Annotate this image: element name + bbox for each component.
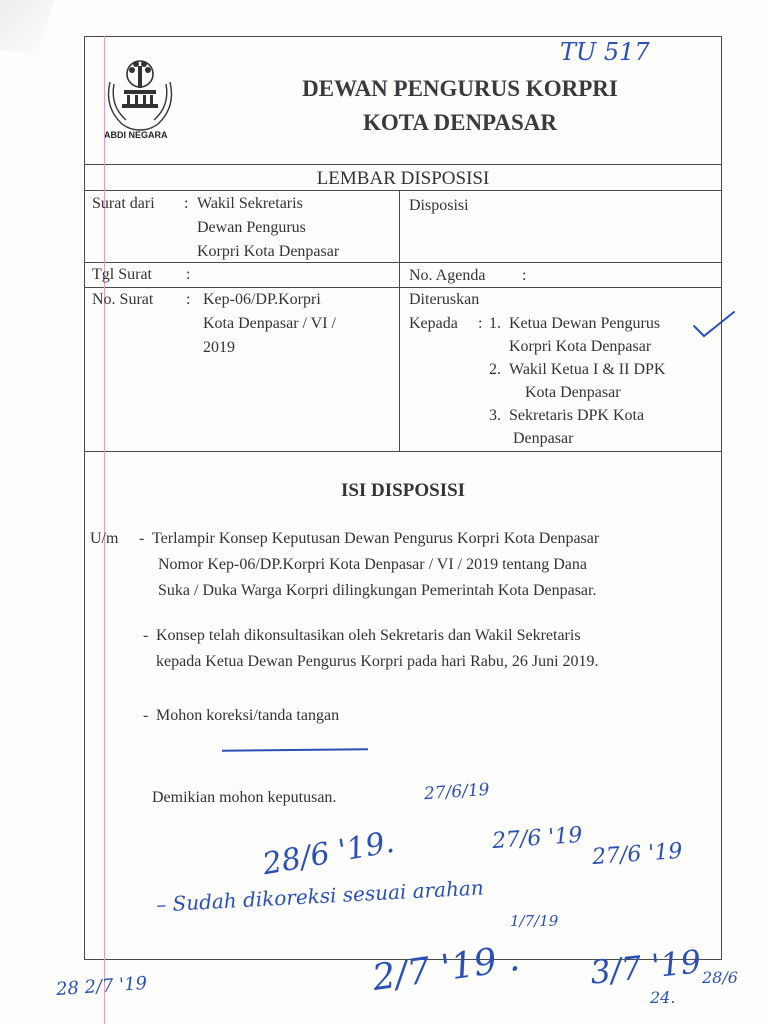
divider bbox=[84, 451, 722, 452]
handwritten-signature: 2/7 '19 . bbox=[369, 937, 523, 1000]
no-surat-line2: Kota Denpasar / VI / bbox=[203, 315, 336, 332]
org-line1: DEWAN PENGURUS KORPRI bbox=[302, 76, 618, 101]
handwritten-code: TU 517 bbox=[560, 38, 650, 66]
check-mark-icon bbox=[692, 308, 736, 342]
recipient-2-line1: Wakil Ketua I & II DPK bbox=[509, 361, 666, 378]
surat-dari-label: Surat dari bbox=[92, 195, 155, 212]
handwritten-signature: 27/6 '19 bbox=[491, 822, 584, 855]
handwritten-note: – Sudah dikoreksi sesuai arahan bbox=[155, 875, 485, 917]
item3: Mohon koreksi/tanda tangan bbox=[156, 707, 340, 724]
handwritten-signature: 27/6 '19 bbox=[591, 838, 684, 871]
closing: Demikian mohon keputusan. bbox=[152, 789, 337, 806]
item1-line2: Nomor Kep-06/DP.Korpri Kota Denpasar / VI / 2019 tentang Dana bbox=[158, 556, 587, 573]
disposisi-label: Disposisi bbox=[409, 197, 469, 214]
item2-line1: Konsep telah dikonsultasikan oleh Sekretaris dan Wakil Sekretaris bbox=[156, 627, 581, 644]
surat-dari-line1: Wakil Sekretaris bbox=[197, 195, 303, 212]
logo-text: ABDI NEGARA bbox=[104, 130, 168, 140]
handwritten-date: 1/7/19 bbox=[510, 912, 559, 930]
bullet-dash: - bbox=[143, 627, 149, 644]
kepada-label: Kepada bbox=[409, 315, 458, 332]
no-agenda-label: No. Agenda bbox=[409, 267, 486, 284]
item1-line3: Suka / Duka Warga Korpri dilingkungan Pemerintah Kota Denpasar. bbox=[158, 582, 597, 599]
um-label: U/m bbox=[90, 530, 119, 547]
handwritten-signature: 3/7 '19 bbox=[588, 942, 703, 992]
org-line2: KOTA DENPASAR bbox=[362, 110, 558, 135]
no-surat-label: No. Surat bbox=[92, 291, 154, 308]
no-surat-line1: Kep-06/DP.Korpri bbox=[203, 291, 321, 308]
bullet-dash: - bbox=[143, 707, 149, 724]
colon: : bbox=[478, 315, 483, 332]
recipient-1-line1: Ketua Dewan Pengurus bbox=[509, 315, 661, 332]
colon: : bbox=[186, 291, 191, 308]
column-divider bbox=[399, 190, 400, 451]
divider bbox=[84, 287, 722, 288]
handwritten-date: 24. bbox=[650, 988, 676, 1007]
isi-title: ISI DISPOSISI bbox=[340, 480, 466, 501]
recipient-1-num: 1. bbox=[489, 315, 501, 332]
handwritten-date: 28/6 bbox=[702, 968, 738, 987]
surat-dari-line2: Dewan Pengurus bbox=[197, 219, 306, 236]
handwritten-signature: 28/6 '19. bbox=[259, 824, 397, 883]
recipient-3-num: 3. bbox=[489, 407, 501, 424]
no-surat-line3: 2019 bbox=[203, 339, 235, 356]
item2-line2: kepada Ketua Dewan Pengurus Korpri pada hari Rabu, 26 Juni 2019. bbox=[156, 653, 599, 670]
recipient-3-line1: Sekretaris DPK Kota bbox=[509, 407, 645, 424]
recipient-2-num: 2. bbox=[489, 361, 501, 378]
divider bbox=[84, 164, 722, 165]
handwritten-date: 27/6/19 bbox=[423, 779, 491, 805]
form-title: LEMBAR DISPOSISI bbox=[316, 168, 490, 189]
page-corner-fold bbox=[0, 0, 54, 56]
colon: : bbox=[186, 266, 191, 283]
recipient-3-line2: Denpasar bbox=[513, 430, 574, 447]
recipient-2-line2: Kota Denpasar bbox=[525, 384, 621, 401]
recipient-1-line2: Korpri Kota Denpasar bbox=[509, 338, 652, 355]
divider bbox=[84, 262, 722, 263]
handwritten-date: 28 2/7 '19 bbox=[55, 972, 148, 1001]
divider bbox=[84, 190, 722, 191]
surat-dari-line3: Korpri Kota Denpasar bbox=[197, 243, 340, 260]
colon: : bbox=[522, 267, 527, 284]
item1-line1: Terlampir Konsep Keputusan Dewan Pengurus Korpri Kota Denpasar bbox=[152, 530, 600, 547]
colon: : bbox=[184, 195, 189, 212]
tgl-surat-label: Tgl Surat bbox=[92, 266, 152, 283]
bullet-dash: - bbox=[139, 530, 145, 547]
diteruskan-label: Diteruskan bbox=[409, 291, 480, 308]
